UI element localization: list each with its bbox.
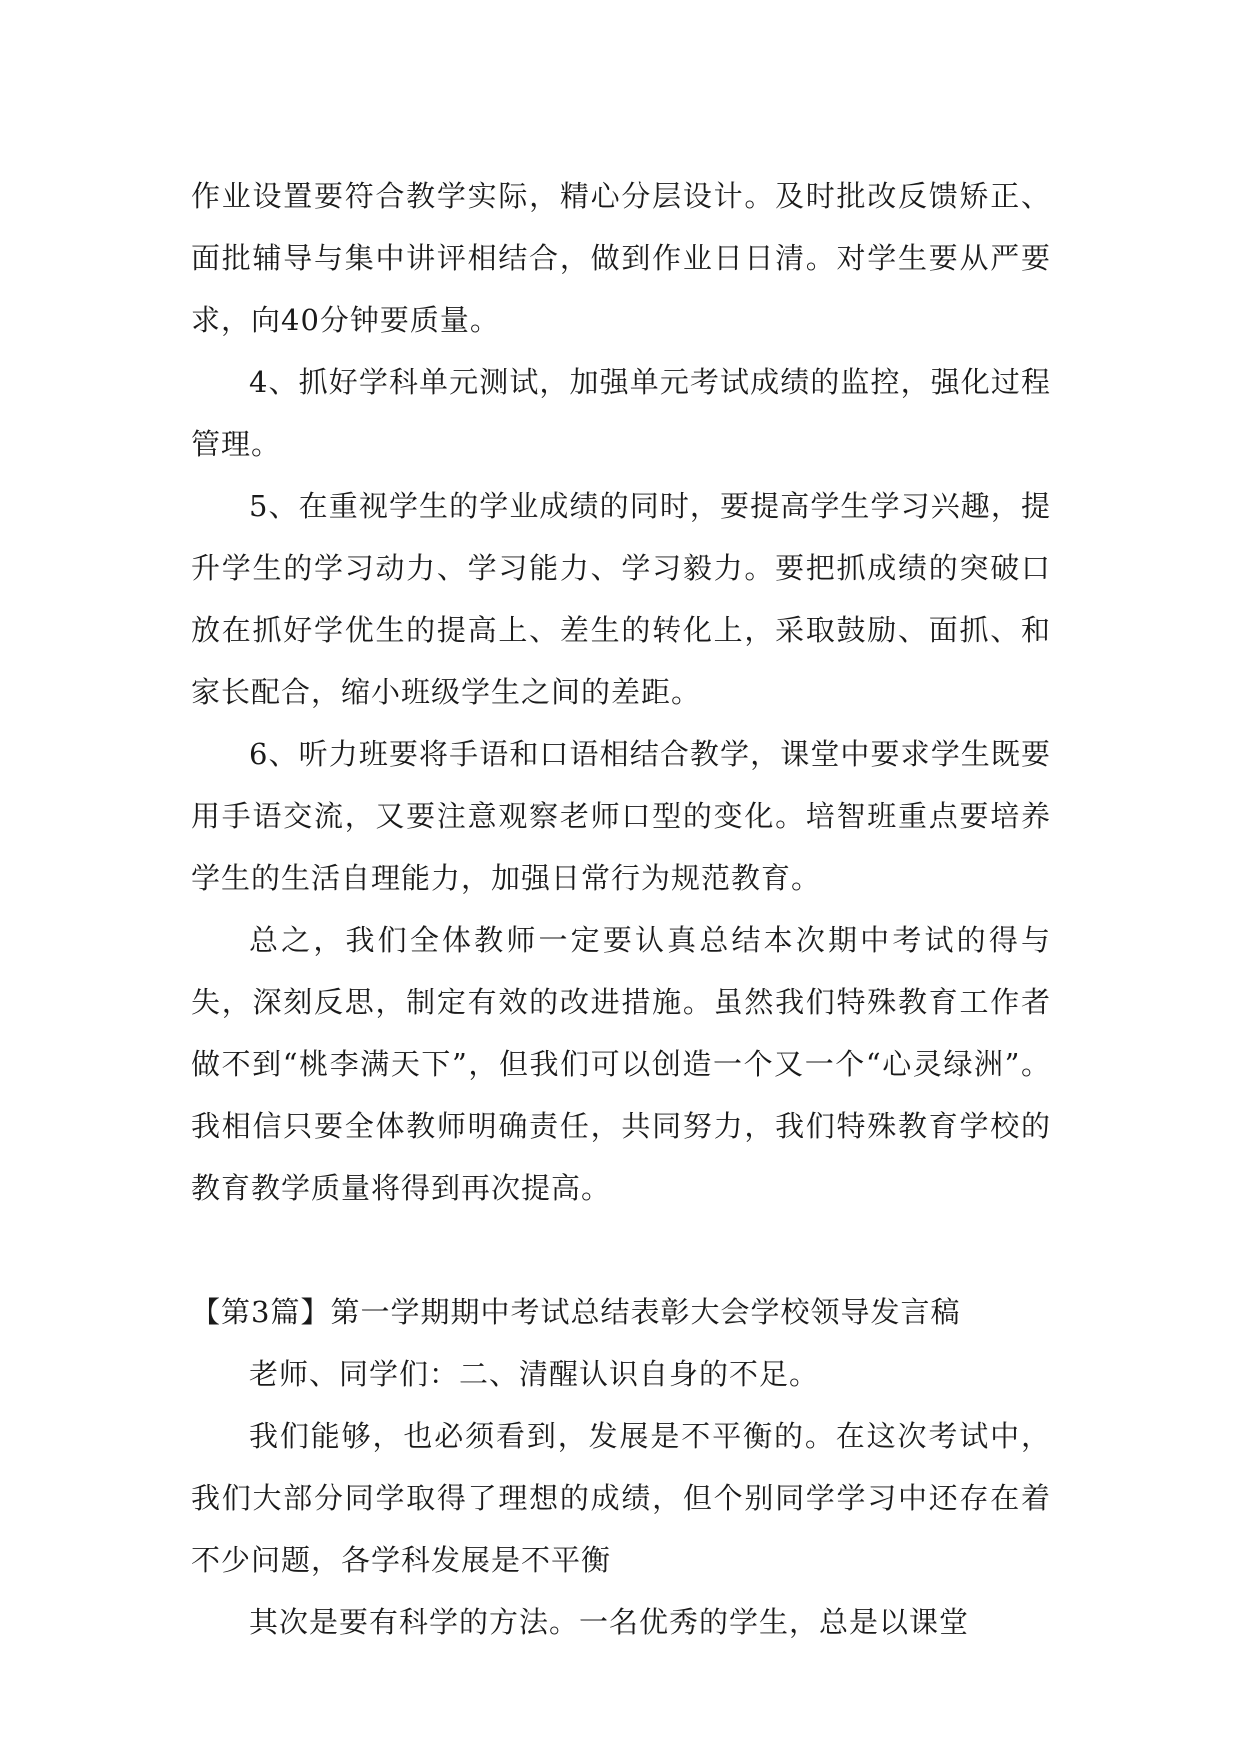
- section-heading: 【第3篇】第一学期期中考试总结表彰大会学校领导发言稿: [191, 1295, 961, 1329]
- document-page: [191, 165, 1051, 1653]
- paragraph-conclusion: 总之，我们全体教师一定要认真总结本次期中考试的得与失，深刻反思，制定有效的改进措施。虽然我们特殊教育工作者做不到“桃李满天下”，但我们可以创造一个又一个“心灵绿洲”。我相信只要全体教师明确责任，共同努力，我们特殊教育学校的教育教学质量将得到再次提高。: [191, 923, 1051, 1205]
- paragraph-unit-tests: 4、抓好学科单元测试，加强单元考试成绩的监控，强化过程管理。: [191, 365, 1051, 461]
- section-spacer: [191, 1219, 1051, 1281]
- paragraph-methods: 其次是要有科学的方法。一名优秀的学生，总是以课堂: [249, 1605, 970, 1639]
- paragraph-academic-performance: 5、在重视学生的学业成绩的同时，要提高学生学习兴趣，提升学生的学习动力、学习能力、学习毅力。要把抓成绩的突破口放在抓好学优生的提高上、差生的转化上，采取鼓励、面抓、和家长配合，缩小班级学生之间的差距。: [191, 489, 1051, 709]
- paragraph-greeting: 老师、同学们：二、清醒认识自身的不足。: [249, 1357, 820, 1391]
- paragraph-homework: 作业设置要符合教学实际，精心分层设计。及时批改反馈矫正、面批辅导与集中讲评相结合，做到作业日日清。对学生要从严要求，向40分钟要质量。: [191, 179, 1051, 337]
- paragraph-hearing-class: 6、听力班要将手语和口语相结合教学，课堂中要求学生既要用手语交流，又要注意观察老师口型的变化。培智班重点要培养学生的生活自理能力，加强日常行为规范教育。: [191, 737, 1051, 895]
- paragraph-shortcomings: 我们能够，也必须看到，发展是不平衡的。在这次考试中，我们大部分同学取得了理想的成绩，但个别同学学习中还存在着不少问题，各学科发展是不平衡: [191, 1419, 1051, 1577]
